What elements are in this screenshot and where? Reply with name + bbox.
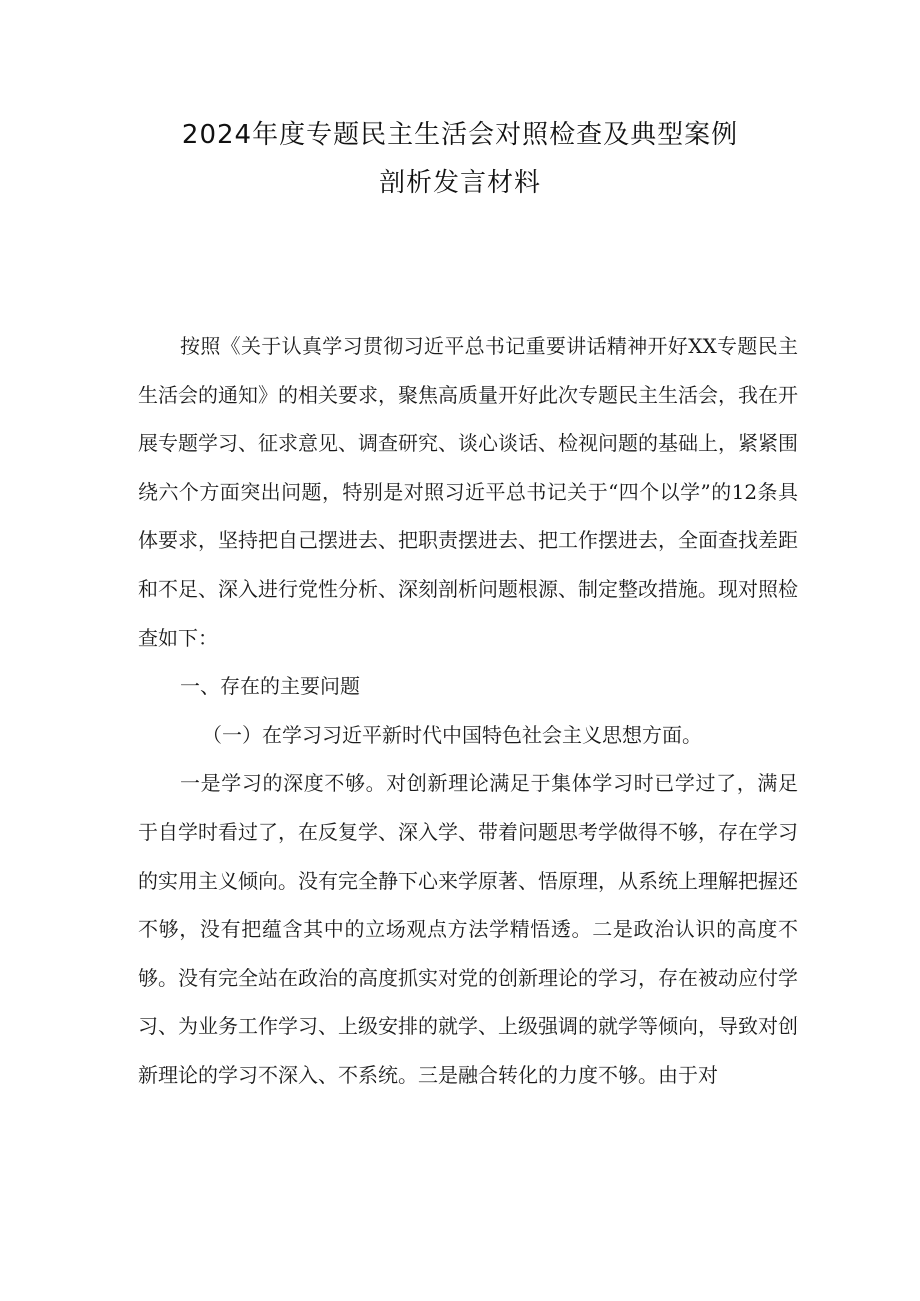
study-problems-paragraph: 一是学习的深度不够。对创新理论满足于集体学习时已学过了，满足于自学时看过了，在反复学、深入学、带着问题思考学做得不够，存在学习的实用主义倾向。没有完全静下心来学原著、悟原理，从系统上理解把握还不够，没有把蕴含其中的立场观点方法学精悟透。二是政治认识的高度不够。没有完全站在政治的高度抓实对党的创新理论的学习，存在被动应付学习、为业务工作学习、上级安排的就学、上级强调的就学等倾向，导致对创新理论的学习不深入、不系统。三是融合转化的力度不够。由于对 xyxy=(138,771,798,1087)
document-title-line-2: 剖析发言材料 xyxy=(378,168,541,198)
subsection-heading-study: （一）在学习习近平新时代中国特色社会主义思想方面。 xyxy=(202,722,702,747)
section-heading-main-problems: 一、存在的主要问题 xyxy=(180,674,360,699)
intro-paragraph: 按照《关于认真学习贯彻习近平总书记重要讲话精神开好XX专题民主生活会的通知》的相关要求，聚焦高质量开好此次专题民主生活会，我在开展专题学习、征求意见、调查研究、谈心谈话、检视问题的基础上，紧紧围绕六个方面突出问题，特别是对照习近平总书记关于“四个以学”的12条具体要求，坚持把自己摆进去、把职责摆进去、把工作摆进去，全面查找差距和不足、深入进行党性分析、深刻剖析问题根源、制定整改措施。现对照检查如下： xyxy=(138,334,798,650)
document-body xyxy=(138,322,798,1100)
document-title-line-1: 2024年度专题民主生活会对照检查及典型案例 xyxy=(181,120,739,150)
